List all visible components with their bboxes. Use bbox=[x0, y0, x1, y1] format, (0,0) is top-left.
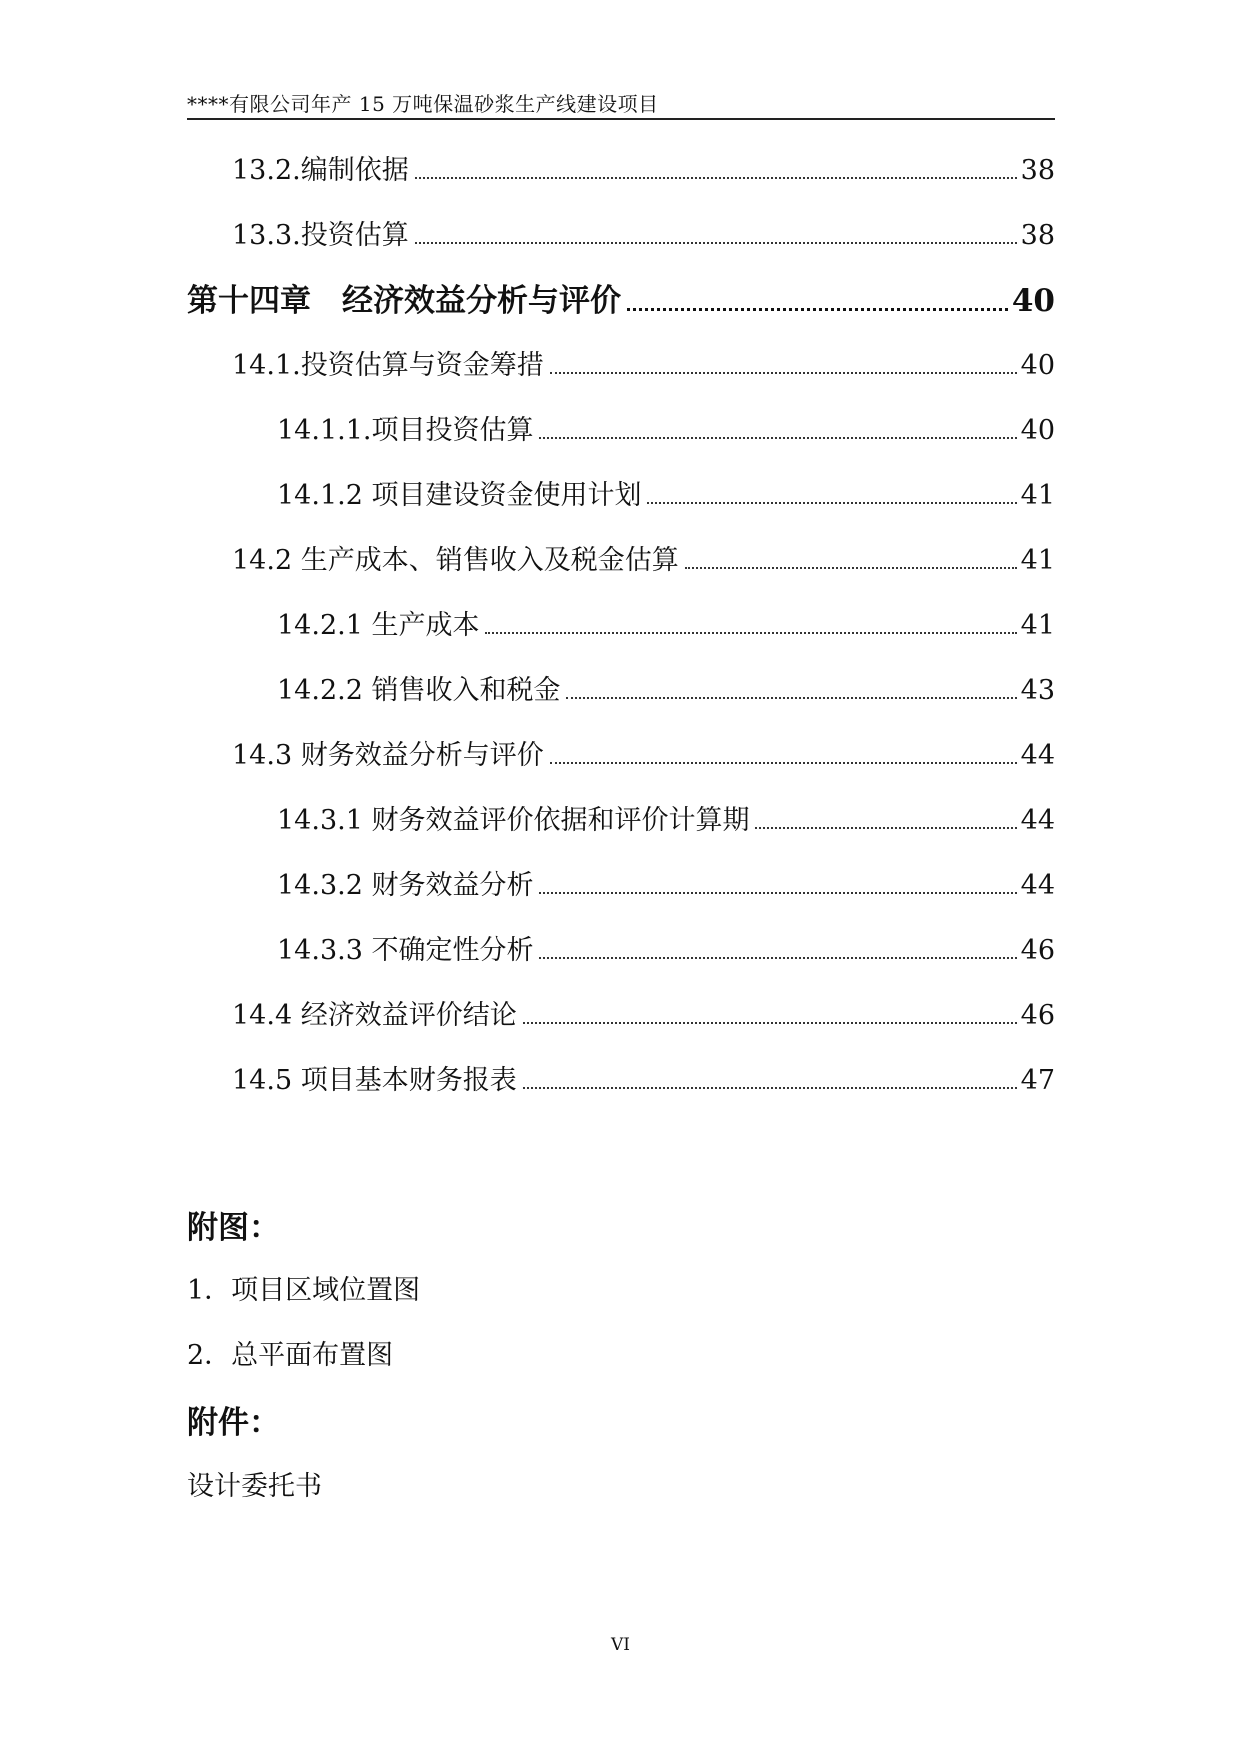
toc-entry-page: 40 bbox=[1020, 350, 1055, 381]
toc-entry[interactable] bbox=[277, 473, 1055, 512]
dot-leader bbox=[685, 567, 1017, 569]
dot-leader bbox=[523, 1022, 1017, 1024]
toc-entry-title: 14.3.1 财务效益评价依据和评价计算期 bbox=[277, 805, 750, 836]
toc-entry-title: 14.1.2 项目建设资金使用计划 bbox=[277, 480, 642, 511]
toc-entry-page: 40 bbox=[1011, 283, 1055, 319]
toc-entry-title: 14.2 生产成本、销售收入及税金估算 bbox=[232, 545, 679, 576]
attachment-item[interactable]: 设计委托书 bbox=[187, 1471, 322, 1502]
toc-entry-title: 14.1.投资估算与资金筹措 bbox=[232, 350, 544, 381]
toc-entry[interactable] bbox=[277, 928, 1055, 967]
appendix-figure-item[interactable]: 1．项目区域位置图 bbox=[187, 1275, 421, 1306]
toc-entry[interactable] bbox=[277, 408, 1055, 447]
toc-entry[interactable] bbox=[232, 538, 1055, 577]
toc-entry-title: 14.3 财务效益分析与评价 bbox=[232, 740, 544, 771]
toc-entry-title: 13.2.编制依据 bbox=[232, 155, 409, 186]
toc-entry-title: 14.5 项目基本财务报表 bbox=[232, 1065, 517, 1096]
toc-entry[interactable] bbox=[277, 863, 1055, 902]
dot-leader bbox=[550, 372, 1017, 374]
toc-entry[interactable] bbox=[232, 733, 1055, 772]
toc-entry-page: 38 bbox=[1020, 220, 1055, 251]
toc-entry-page: 47 bbox=[1020, 1065, 1055, 1096]
toc-entry-title: 14.4 经济效益评价结论 bbox=[232, 1000, 517, 1031]
toc-entry-page: 46 bbox=[1020, 935, 1055, 966]
dot-leader bbox=[485, 632, 1016, 634]
toc-entry-page: 41 bbox=[1020, 480, 1055, 511]
toc-entry-page: 38 bbox=[1020, 155, 1055, 186]
toc-entry-page: 40 bbox=[1020, 415, 1055, 446]
toc-entry-page: 43 bbox=[1020, 675, 1055, 706]
toc-entry-title: 13.3.投资估算 bbox=[232, 220, 409, 251]
dot-leader bbox=[539, 957, 1016, 959]
dot-leader bbox=[550, 762, 1017, 764]
toc-entry-title: 14.2.2 销售收入和税金 bbox=[277, 675, 561, 706]
toc-entry[interactable] bbox=[232, 993, 1055, 1032]
toc-entry[interactable] bbox=[232, 148, 1055, 187]
dot-leader bbox=[415, 177, 1017, 179]
dot-leader bbox=[539, 892, 1016, 894]
dot-leader bbox=[539, 437, 1016, 439]
toc-entry[interactable] bbox=[277, 603, 1055, 642]
appendix-figures-heading: 附图： bbox=[187, 1210, 280, 1246]
toc-entry-page: 41 bbox=[1020, 545, 1055, 576]
toc-entry-title: 第十四章 经济效益分析与评价 bbox=[187, 283, 621, 319]
toc-entry-page: 41 bbox=[1020, 610, 1055, 641]
toc-entry-title: 14.1.1.项目投资估算 bbox=[277, 415, 534, 446]
toc-entry-page: 44 bbox=[1020, 740, 1055, 771]
toc-entry[interactable] bbox=[232, 213, 1055, 252]
toc-chapter-entry[interactable] bbox=[187, 275, 1055, 320]
dot-leader bbox=[755, 827, 1016, 829]
dot-leader bbox=[415, 242, 1017, 244]
toc-entry-page: 46 bbox=[1020, 1000, 1055, 1031]
appendix-figure-item[interactable]: 2．总平面布置图 bbox=[187, 1340, 394, 1371]
toc-entry[interactable] bbox=[277, 798, 1055, 837]
header-divider bbox=[187, 118, 1055, 120]
toc-entry[interactable] bbox=[277, 668, 1055, 707]
toc-entry-title: 14.3.2 财务效益分析 bbox=[277, 870, 534, 901]
dot-leader bbox=[627, 308, 1008, 311]
toc-entry[interactable] bbox=[232, 1058, 1055, 1097]
toc-entry-page: 44 bbox=[1020, 805, 1055, 836]
dot-leader bbox=[647, 502, 1016, 504]
toc-entry-title: 14.2.1 生产成本 bbox=[277, 610, 480, 641]
toc-entry-title: 14.3.3 不确定性分析 bbox=[277, 935, 534, 966]
document-header-title: ****有限公司年产 15 万吨保温砂浆生产线建设项目 bbox=[187, 92, 659, 116]
toc-entry-page: 44 bbox=[1020, 870, 1055, 901]
page-number: VI bbox=[611, 1635, 630, 1655]
attachments-heading: 附件： bbox=[187, 1405, 280, 1441]
dot-leader bbox=[566, 697, 1016, 699]
dot-leader bbox=[523, 1087, 1017, 1089]
toc-entry[interactable] bbox=[232, 343, 1055, 382]
